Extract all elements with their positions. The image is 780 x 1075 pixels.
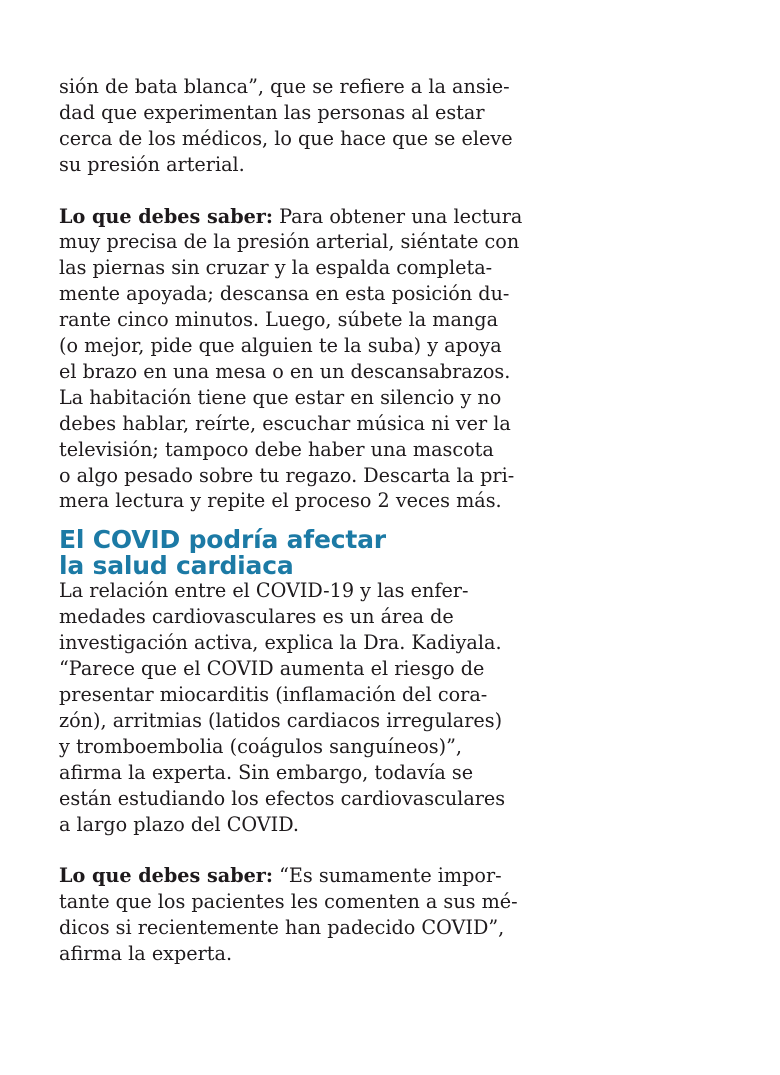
text-line: el brazo en una mesa o en un descansabrazos. bbox=[59, 359, 511, 383]
text-line: las piernas sin cruzar y la espalda completa- bbox=[59, 256, 493, 280]
text-line: afirma la experta. bbox=[59, 942, 233, 966]
tip-lead-label: Lo que debes saber: bbox=[59, 864, 274, 888]
text-line: afirma la experta. Sin embargo, todavía se bbox=[59, 760, 474, 784]
text-line: sión de bata blanca”, que se refiere a la ansie- bbox=[59, 75, 510, 98]
section-heading bbox=[59, 527, 509, 578]
text-line: cerca de los médicos, lo que hace que se eleve bbox=[59, 126, 513, 150]
text-line: dad que experimentan las personas al estar bbox=[59, 100, 485, 124]
paragraph-spacer bbox=[59, 178, 509, 204]
text-line: debes hablar, reírte, escuchar música ni ver la bbox=[59, 411, 511, 435]
text-line: zón), arritmias (latidos cardiacos irregulares) bbox=[59, 708, 503, 732]
text-line: o algo pesado sobre tu regazo. Descarta la pri- bbox=[59, 463, 515, 487]
covid-paragraph bbox=[59, 578, 509, 837]
text-line: su presión arterial. bbox=[59, 152, 245, 176]
tip-paragraph-blood-pressure bbox=[59, 204, 523, 515]
text-line: a largo plazo del COVID. bbox=[59, 812, 300, 836]
intro-paragraph bbox=[59, 74, 513, 178]
text-line: investigación activa, explica la Dra. Kadiyala. bbox=[59, 631, 502, 655]
text-line: La relación entre el COVID-19 y las enfer- bbox=[59, 579, 469, 603]
heading-line: la salud cardiaca bbox=[59, 550, 294, 580]
tip-lead-continuation: Para obtener una lectura bbox=[273, 204, 523, 228]
tip-lead-continuation: “Es sumamente impor- bbox=[273, 864, 502, 888]
text-line: mera lectura y repite el proceso 2 veces más. bbox=[59, 489, 502, 513]
article-column bbox=[59, 74, 523, 967]
heading-line: El COVID podría afectar bbox=[59, 525, 386, 555]
text-line: están estudiando los efectos cardiovasculares bbox=[59, 786, 506, 810]
text-line bbox=[59, 204, 523, 230]
text-line: “Parece que el COVID aumenta el riesgo de bbox=[59, 657, 485, 681]
text-line bbox=[59, 863, 509, 889]
text-line: rante cinco minutos. Luego, súbete la manga bbox=[59, 308, 499, 332]
tip-lead-label: Lo que debes saber: bbox=[59, 204, 274, 228]
text-line: mente apoyada; descansa en esta posición du- bbox=[59, 282, 510, 306]
text-line: tante que los pacientes les comenten a sus mé- bbox=[59, 890, 518, 914]
text-line: y tromboembolia (coágulos sanguíneos)”, bbox=[59, 734, 463, 758]
tip-paragraph-covid bbox=[59, 863, 518, 967]
text-line: La habitación tiene que estar en silencio y no bbox=[59, 385, 502, 409]
text-line: dicos si recientemente han padecido COVID”, bbox=[59, 916, 505, 940]
text-line: (o mejor, pide que alguien te la suba) y apoya bbox=[59, 334, 502, 358]
text-line: televisión; tampoco debe haber una mascota bbox=[59, 437, 494, 461]
text-line: presentar miocarditis (inflamación del cora- bbox=[59, 683, 488, 707]
paragraph-spacer bbox=[59, 837, 509, 863]
text-line: medades cardiovasculares es un área de bbox=[59, 605, 454, 629]
text-line: muy precisa de la presión arterial, siéntate con bbox=[59, 230, 520, 254]
